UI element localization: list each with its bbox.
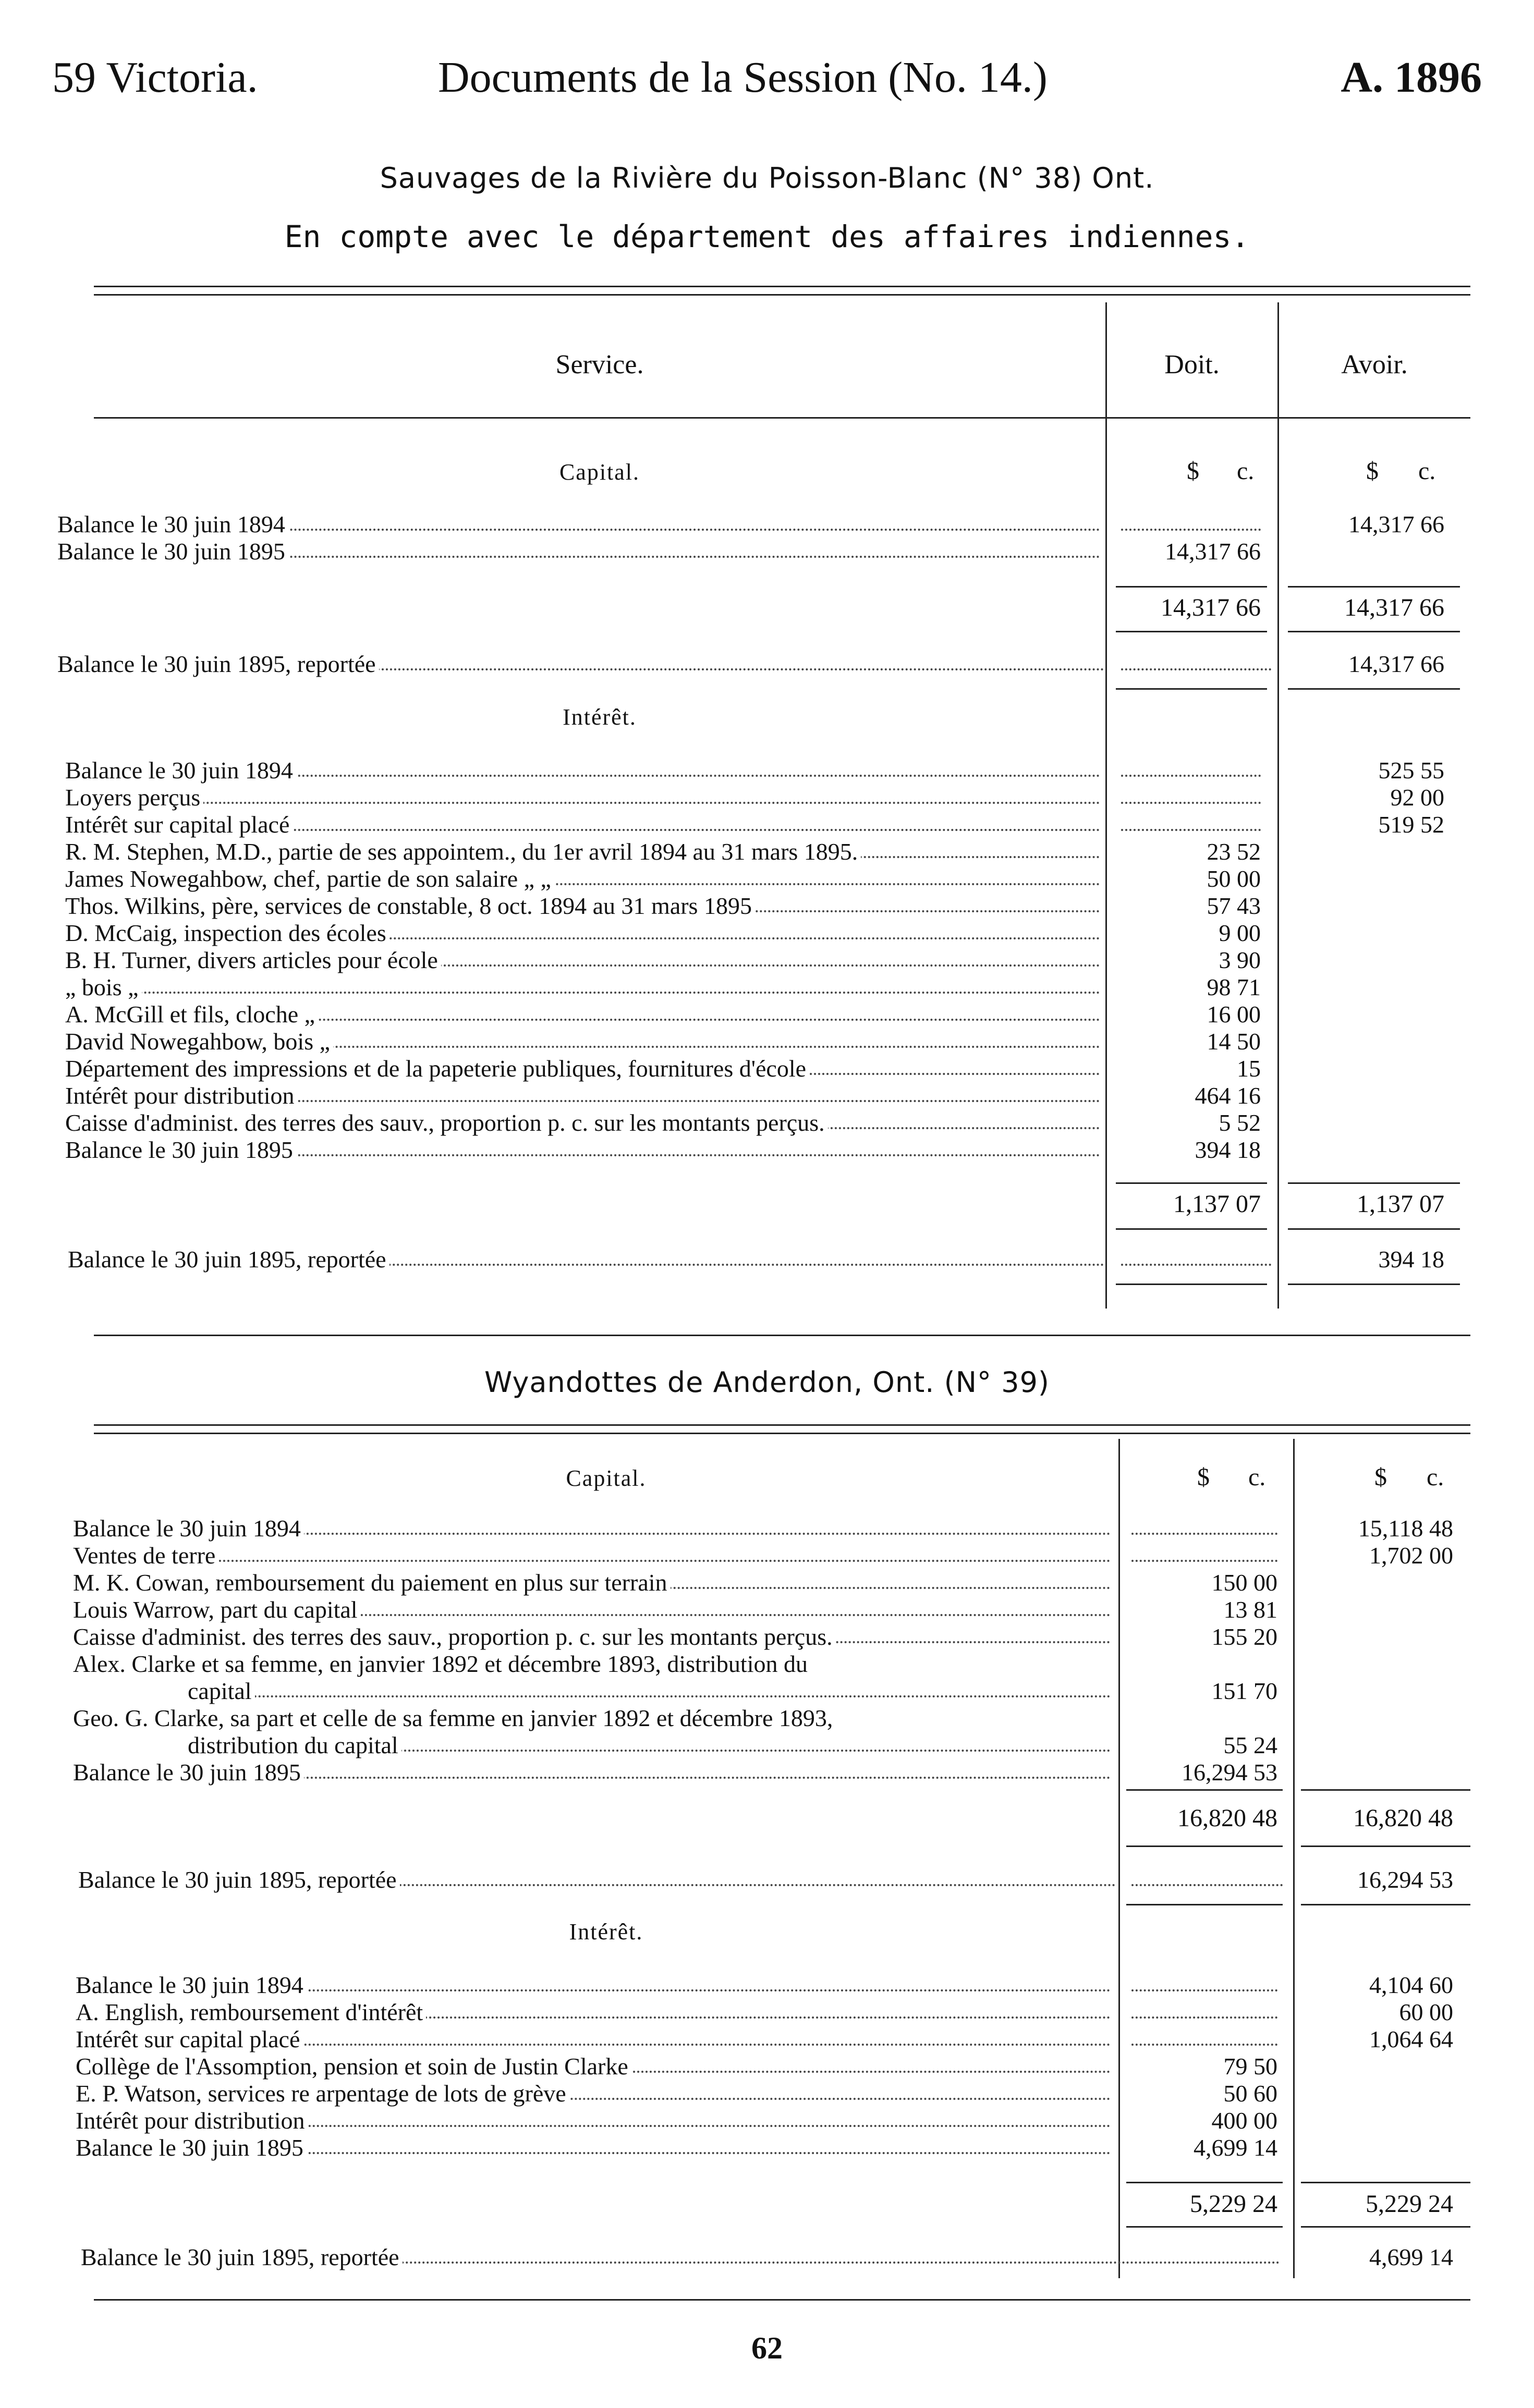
capital-heading: Capital. [559, 459, 640, 485]
avoir-amount: 14,317 66 [1348, 511, 1444, 537]
unit-cents: c. [1427, 1463, 1444, 1491]
row-description: R. M. Stephen, M.D., partie de ses appointem., du 1er avril 1894 au 31 mars 1895. [65, 838, 1100, 865]
carried-desc: Balance le 30 juin 1895, reportée [81, 2244, 1280, 2271]
row-description: Balance le 30 juin 1895 [65, 1136, 1100, 1164]
ledger-row [65, 1001, 1444, 1028]
avoir-amount: 15,118 48 [1358, 1515, 1453, 1542]
ledger-row [76, 2053, 1453, 2080]
doit-amount: 9 00 [1219, 920, 1261, 946]
row-description: Balance le 30 juin 1894 [57, 511, 1100, 538]
doit-amount: 155 20 [1211, 1623, 1277, 1650]
page-number: 62 [751, 2331, 783, 2365]
blank-dots [1121, 1246, 1271, 1273]
ledger-row [65, 920, 1444, 947]
row-description: A. McGill et fils, cloche „ [65, 1001, 1100, 1028]
doit-amount: 50 60 [1223, 2080, 1277, 2107]
doit-amount: 16,294 53 [1182, 1759, 1277, 1786]
unit-cents: c. [1237, 457, 1255, 485]
sum-rule [1301, 1904, 1470, 1905]
sum-rule [1288, 688, 1460, 690]
sum-rule [1288, 1228, 1460, 1230]
ledger-row [76, 2134, 1453, 2161]
ledger-row [65, 893, 1444, 920]
unit-dollar: $ [1374, 1463, 1387, 1491]
row-description: Intérêt pour distribution [76, 2107, 1111, 2134]
header-right: A. 1896 [1341, 53, 1482, 102]
sum-rule [1301, 2182, 1470, 2183]
row-description: Caisse d'administ. des terres des sauv., proportion p. c. sur les montants perçus. [73, 1623, 1111, 1651]
unit-dollar: $ [1197, 1463, 1210, 1491]
row-description: Alex. Clarke et sa femme, en janvier 1892 et décembre 1893, distribution du [73, 1651, 1111, 1678]
unit-cents: c. [1418, 457, 1436, 485]
interet-total-doit: 5,229 24 [1190, 2190, 1277, 2218]
sum-rule [1288, 1284, 1460, 1285]
interet-total-avoir: 1,137 07 [1357, 1190, 1444, 1218]
row-description: Ventes de terre [73, 1542, 1111, 1569]
row-description: Geo. G. Clarke, sa part et celle de sa femme en janvier 1892 et décembre 1893, [73, 1705, 1111, 1732]
blank-dots [1121, 757, 1261, 784]
doit-amount: 464 16 [1195, 1082, 1261, 1109]
avoir-amount: 4,104 60 [1369, 1972, 1453, 1998]
sum-rule [1126, 1904, 1283, 1905]
row-description: Intérêt pour distribution [65, 1082, 1100, 1109]
section2-title: Wyandottes de Anderdon, Ont. (N° 39) [484, 1366, 1050, 1399]
sum-rule [1288, 586, 1460, 588]
capital-total-doit: 14,317 66 [1161, 594, 1261, 621]
carried-desc: Balance le 30 juin 1895, reportée [68, 1246, 1104, 1273]
doit-amount: 14 50 [1207, 1028, 1261, 1055]
ledger-row [65, 1028, 1444, 1055]
sum-rule [1116, 586, 1267, 588]
doit-amount: 23 52 [1207, 838, 1261, 865]
doit-amount: 98 71 [1207, 974, 1261, 1000]
ledger-row [65, 757, 1444, 784]
row-description: Département des impressions et de la papeterie publiques, fournitures d'école [65, 1055, 1100, 1082]
capital-total-avoir: 14,317 66 [1344, 594, 1444, 621]
interet-total-doit: 1,137 07 [1173, 1190, 1261, 1218]
ledger-row [76, 1972, 1453, 1999]
row-description-cont: distribution du capital [188, 1732, 1111, 1759]
sum-rule [1126, 1845, 1283, 1847]
doit-amount: 16 00 [1207, 1001, 1261, 1028]
sum-rule [1301, 1789, 1470, 1791]
row-description: „ bois „ [65, 974, 1100, 1001]
col-doit: Doit. [1164, 350, 1220, 380]
ledger-row [73, 1569, 1453, 1596]
capital-total-doit: 16,820 48 [1177, 1804, 1277, 1832]
blank-dots [1131, 1999, 1277, 2026]
sum-rule [1126, 1789, 1283, 1791]
avoir-amount: 1,702 00 [1369, 1542, 1453, 1569]
doit-amount: 400 00 [1211, 2107, 1277, 2134]
rule [94, 2299, 1470, 2301]
row-description: Thos. Wilkins, père, services de constable, 8 oct. 1894 au 31 mars 1895 [65, 893, 1100, 920]
header-center: Documents de la Session (No. 14.) [438, 53, 1048, 102]
sum-rule [1116, 1182, 1267, 1184]
sum-rule [1116, 631, 1267, 632]
ledger-row [65, 1136, 1444, 1164]
avoir-amount: 525 55 [1378, 757, 1444, 784]
row-description: A. English, remboursement d'intérêt [76, 1999, 1111, 2026]
ledger-row [76, 2080, 1453, 2107]
capital-carried-row [78, 1866, 1470, 1893]
carried-avoir: 394 18 [1378, 1246, 1444, 1273]
blank-dots [1131, 1866, 1283, 1893]
header-left: 59 Victoria. [52, 53, 258, 102]
ledger-row [65, 784, 1444, 811]
rule [94, 1424, 1470, 1426]
section1-subtitle: En compte avec le département des affaires indiennes. [284, 219, 1250, 254]
carried-avoir: 14,317 66 [1348, 651, 1444, 677]
ledger-row [57, 511, 1444, 538]
doit-amount: 15 [1237, 1055, 1261, 1082]
ledger-row [73, 1596, 1453, 1623]
carried-desc: Balance le 30 juin 1895, reportée [78, 1866, 1116, 1893]
row-description: Collège de l'Assomption, pension et soin de Justin Clarke [76, 2053, 1111, 2080]
ledger-row [76, 2107, 1453, 2134]
rule [94, 294, 1470, 296]
doit-amount: 4,699 14 [1194, 2134, 1277, 2161]
sum-rule [1126, 2226, 1283, 2228]
interet-heading: Intérêt. [563, 704, 637, 730]
doit-amount: 394 18 [1195, 1136, 1261, 1163]
interet-heading: Intérêt. [569, 1919, 643, 1945]
row-description: James Nowegahbow, chef, partie de son salaire „ „ [65, 865, 1100, 893]
rule [94, 1433, 1470, 1434]
ledger-row [73, 1705, 1453, 1759]
doit-amount: 57 43 [1207, 893, 1261, 919]
interet-total-avoir: 5,229 24 [1366, 2190, 1453, 2218]
row-description: Intérêt sur capital placé [65, 811, 1100, 838]
row-description: David Nowegahbow, bois „ [65, 1028, 1100, 1055]
blank-dots [1131, 1972, 1277, 1999]
rule [94, 417, 1470, 419]
doit-amount: 13 81 [1223, 1596, 1277, 1623]
ledger-row [76, 1999, 1453, 2026]
ledger-row [57, 538, 1444, 565]
row-description: B. H. Turner, divers articles pour école [65, 947, 1100, 974]
ledger-row [73, 1759, 1453, 1786]
capital-carried-row [57, 651, 1465, 678]
row-description: Balance le 30 juin 1895 [57, 538, 1100, 565]
interet-carried-row [81, 2244, 1470, 2271]
doit-amount: 151 70 [1211, 1678, 1277, 1704]
sum-rule [1116, 1228, 1267, 1230]
col-service: Service. [555, 350, 644, 380]
sum-rule [1288, 1182, 1460, 1184]
row-description: Intérêt sur capital placé [76, 2026, 1111, 2053]
ledger-row [76, 2026, 1453, 2053]
rule [94, 1335, 1470, 1336]
ledger-row [73, 1623, 1453, 1651]
ledger-row [65, 838, 1444, 865]
row-description: Caisse d'administ. des terres des sauv., proportion p. c. sur les montants perçus. [65, 1109, 1100, 1136]
ledger-row [73, 1651, 1453, 1705]
unit-cents: c. [1248, 1463, 1266, 1491]
ledger-row [65, 1082, 1444, 1109]
carried-avoir: 4,699 14 [1369, 2244, 1453, 2270]
doit-amount: 150 00 [1211, 1569, 1277, 1596]
section1-title: Sauvages de la Rivière du Poisson-Blanc (N° 38) Ont. [380, 162, 1154, 194]
avoir-amount: 1,064 64 [1369, 2026, 1453, 2052]
doit-amount: 3 90 [1219, 947, 1261, 973]
row-description: Balance le 30 juin 1895 [76, 2134, 1111, 2161]
avoir-amount: 92 00 [1390, 784, 1444, 811]
page-header [52, 52, 1482, 115]
ledger-row [65, 1055, 1444, 1082]
avoir-amount: 60 00 [1399, 1999, 1453, 2025]
ledger-row [65, 947, 1444, 974]
doit-amount: 55 24 [1223, 1732, 1277, 1758]
row-description: E. P. Watson, services re arpentage de lots de grève [76, 2080, 1111, 2107]
ledger-row [65, 811, 1444, 838]
blank-dots [1131, 2026, 1277, 2053]
blank-dots [1131, 1515, 1277, 1542]
blank-dots [1121, 784, 1261, 811]
row-description: Balance le 30 juin 1894 [65, 757, 1100, 784]
rule [94, 286, 1470, 287]
row-description: Loyers perçus [65, 784, 1100, 811]
doit-amount: 14,317 66 [1165, 538, 1261, 565]
blank-dots [1121, 511, 1261, 538]
blank-dots [1121, 651, 1271, 678]
unit-dollar: $ [1187, 457, 1199, 485]
row-description: Louis Warrow, part du capital [73, 1596, 1111, 1623]
sum-rule [1288, 631, 1460, 632]
ledger-row [65, 865, 1444, 893]
carried-desc: Balance le 30 juin 1895, reportée [57, 651, 1104, 678]
ledger-row [73, 1542, 1453, 1569]
row-description: Balance le 30 juin 1895 [73, 1759, 1111, 1786]
row-description-cont: capital [188, 1678, 1111, 1705]
doit-amount: 79 50 [1223, 2053, 1277, 2080]
blank-dots [1121, 811, 1261, 838]
col-avoir: Avoir. [1341, 350, 1408, 380]
row-description: D. McCaig, inspection des écoles [65, 920, 1100, 947]
interet-carried-row [68, 1246, 1470, 1273]
row-description: Balance le 30 juin 1894 [73, 1515, 1111, 1542]
ledger-row [65, 974, 1444, 1001]
sum-rule [1126, 2182, 1283, 2183]
ledger-row [73, 1515, 1453, 1542]
sum-rule [1116, 688, 1267, 690]
carried-avoir: 16,294 53 [1357, 1866, 1453, 1893]
sum-rule [1116, 1284, 1267, 1285]
ledger-row [65, 1109, 1444, 1136]
blank-dots [1131, 1542, 1277, 1569]
unit-dollar: $ [1366, 457, 1379, 485]
sum-rule [1301, 2226, 1470, 2228]
sum-rule [1301, 1845, 1470, 1847]
row-description: M. K. Cowan, remboursement du paiement en plus sur terrain [73, 1569, 1111, 1596]
doit-amount: 50 00 [1207, 865, 1261, 892]
capital-total-avoir: 16,820 48 [1353, 1804, 1453, 1832]
avoir-amount: 519 52 [1378, 811, 1444, 838]
capital-heading: Capital. [566, 1465, 647, 1491]
doit-amount: 5 52 [1219, 1109, 1261, 1136]
row-description: Balance le 30 juin 1894 [76, 1972, 1111, 1999]
